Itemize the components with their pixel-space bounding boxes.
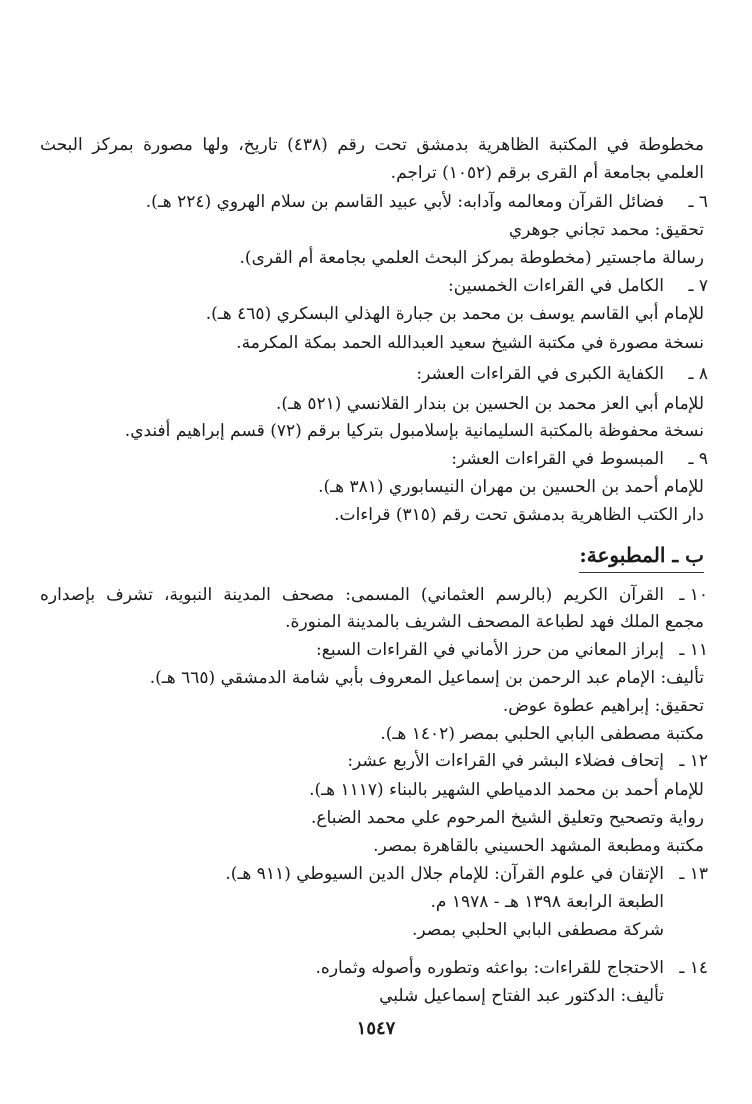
item-11-title: إبراز المعاني من حرز الأماني في القراءات السبع: xyxy=(316,640,664,660)
line-14: دار الكتب الظاهرية بدمشق تحت رقم (٣١٥) قراءات. xyxy=(334,505,704,525)
item-13-title: الإتقان في علوم القرآن: للإمام جلال الدين السيوطي (٩١١ هـ). xyxy=(225,864,664,884)
item-number-13: ١٣ ـ xyxy=(679,864,708,884)
line-7: للإمام أبي القاسم يوسف بن محمد بن جبارة الهذلي البسكري (٤٦٥ هـ). xyxy=(205,304,704,324)
item-number-10: ١٠ ـ xyxy=(679,585,708,605)
item-number-9: ٩ ـ xyxy=(688,449,708,469)
line-24: مكتبة ومطبعة المشهد الحسيني بالقاهرة بمصر. xyxy=(373,836,704,856)
item-7-title: الكامل في القراءات الخمسين: xyxy=(448,276,664,296)
line-29: تأليف: الدكتور عبد الفتاح إسماعيل شلبي xyxy=(379,986,664,1006)
item-number-12: ١٢ ـ xyxy=(679,751,708,771)
line-27: شركة مصطفى البابي الحلبي بمصر. xyxy=(411,920,664,940)
line-1: مخطوطة في المكتبة الظاهرية بدمشق تحت رقم (٤٣٨) تاريخ، ولها مصورة بمركز البحث xyxy=(40,135,704,155)
section-heading: ب ـ المطبوعة: xyxy=(579,540,704,573)
page-number: ١٥٤٧ xyxy=(356,1018,396,1039)
item-14-title: الاحتجاج للقراءات: بواعثه وتطوره وأصوله وثماره. xyxy=(315,958,664,978)
item-number-7: ٧ ـ xyxy=(688,276,708,296)
item-number-6: ٦ ـ xyxy=(688,192,708,212)
item-10-title: القرآن الكريم (بالرسم العثماني) المسمى: مصحف المدينة النبوية، تشرف بإصداره xyxy=(40,585,664,605)
line-5: رسالة ماجستير (مخطوطة بمركز البحث العلمي بجامعة أم القرى). xyxy=(239,248,704,268)
line-4: تحقيق: محمد تجاني جوهري xyxy=(508,220,704,240)
line-26: الطبعة الرابعة ١٣٩٨ هـ - ١٩٧٨ م. xyxy=(430,892,664,912)
line-11: نسخة محفوظة بالمكتبة السليمانية بإسلامبول بتركيا برقم (٧٢) قسم إبراهيم أفندي. xyxy=(124,421,704,441)
item-number-8: ٨ ـ xyxy=(688,364,708,384)
item-6-title: فضائل القرآن ومعالمه وآدابه: لأبي عبيد القاسم بن سلام الهروي (٢٢٤ هـ). xyxy=(145,192,664,212)
line-8: نسخة مصورة في مكتبة الشيخ سعيد العبدالله الحمد بمكة المكرمة. xyxy=(236,333,704,353)
item-8-title: الكفاية الكبرى في القراءات العشر: xyxy=(416,364,664,384)
line-19: تحقيق: إبراهيم عطوة عوض. xyxy=(502,696,704,716)
line-10: للإمام أبي العز محمد بن الحسين بن بندار القلانسي (٥٢١ هـ). xyxy=(275,394,704,414)
line-16: مجمع الملك فهد لطباعة المصحف الشريف بالمدينة المنورة. xyxy=(285,612,704,632)
line-18: تأليف: الإمام عبد الرحمن بن إسماعيل المعروف بأبي شامة الدمشقي (٦٦٥ هـ). xyxy=(149,668,704,688)
item-number-11: ١١ ـ xyxy=(679,640,708,660)
item-9-title: المبسوط في القراءات العشر: xyxy=(451,449,664,469)
item-number-14: ١٤ ـ xyxy=(679,958,708,978)
line-22: للإمام أحمد بن محمد الدمياطي الشهير بالبناء (١١١٧ هـ). xyxy=(309,780,704,800)
line-20: مكتبة مصطفى البابي الحلبي بمصر (١٤٠٢ هـ). xyxy=(380,724,704,744)
item-12-title: إتحاف فضلاء البشر في القراءات الأربع عشر: xyxy=(347,751,664,771)
line-23: رواية وتصحيح وتعليق الشيخ المرحوم علي محمد الضباع. xyxy=(310,808,704,828)
line-2: العلمي بجامعة أم القرى برقم (١٠٥٢) تراجم. xyxy=(390,163,704,183)
line-13: للإمام أحمد بن الحسين بن مهران النيسابوري (٣٨١ هـ). xyxy=(318,477,704,497)
